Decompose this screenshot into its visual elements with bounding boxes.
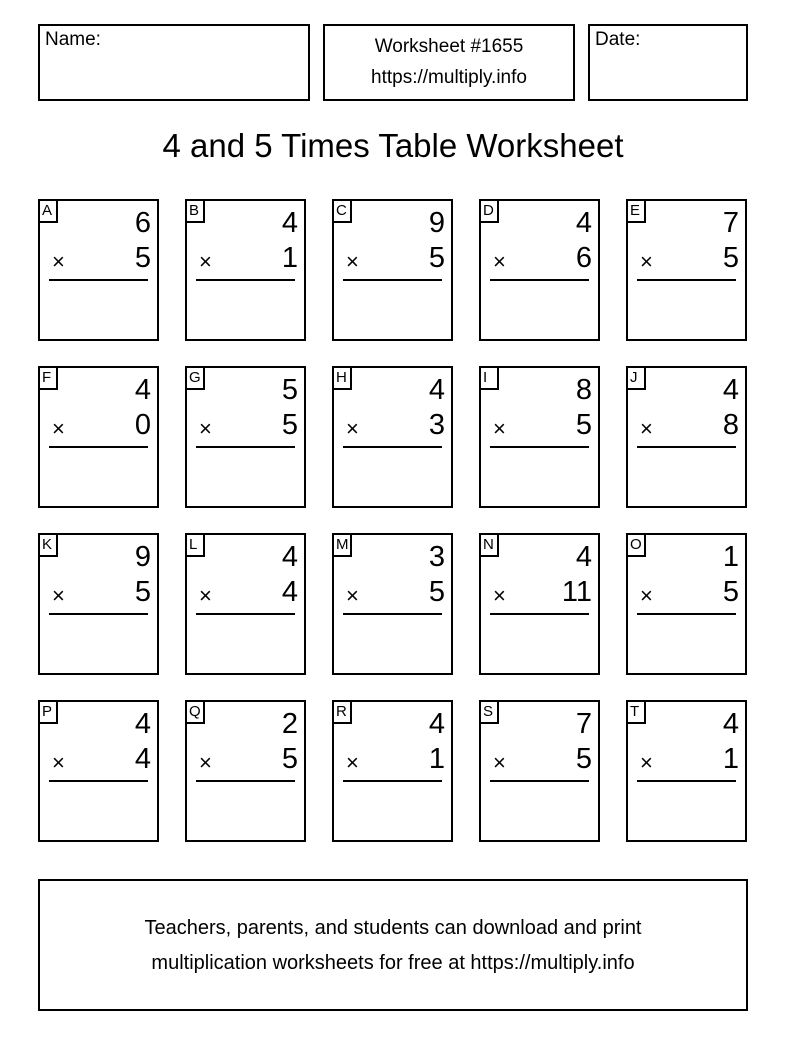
multiply-sign: × xyxy=(493,249,506,274)
multiplicand: 4 xyxy=(134,374,151,406)
multiplier: 5 xyxy=(428,242,445,274)
multiply-sign: × xyxy=(346,249,359,274)
multiplier: 5 xyxy=(722,576,739,608)
multiplicand: 4 xyxy=(575,207,592,239)
problem-label: J xyxy=(626,366,646,390)
problem-card[interactable] xyxy=(332,700,453,842)
problem-card[interactable] xyxy=(479,366,600,508)
answer-line xyxy=(196,279,295,281)
multiply-sign: × xyxy=(199,583,212,608)
multiply-sign: × xyxy=(640,750,653,775)
problem-label: O xyxy=(626,533,646,557)
multiplicand: 9 xyxy=(134,541,151,573)
problem-label: A xyxy=(38,199,58,223)
worksheet-number: Worksheet #1655 xyxy=(374,36,524,57)
multiplier: 8 xyxy=(722,409,739,441)
problem-card[interactable] xyxy=(185,533,306,675)
problem-card[interactable] xyxy=(626,366,747,508)
problem-card[interactable] xyxy=(479,533,600,675)
multiplicand: 3 xyxy=(428,541,445,573)
multiplicand: 1 xyxy=(722,541,739,573)
problem-grid xyxy=(38,199,748,843)
multiplicand: 4 xyxy=(134,708,151,740)
answer-line xyxy=(196,446,295,448)
answer-line xyxy=(343,446,442,448)
multiplicand: 7 xyxy=(722,207,739,239)
multiply-sign: × xyxy=(199,249,212,274)
date-label: Date: xyxy=(595,29,641,50)
problem-label: Q xyxy=(185,700,205,724)
problem-label: I xyxy=(479,366,499,390)
problem-card[interactable] xyxy=(332,366,453,508)
multiply-sign: × xyxy=(493,583,506,608)
problem-label: M xyxy=(332,533,352,557)
multiplicand: 4 xyxy=(281,541,298,573)
answer-line xyxy=(343,613,442,615)
multiplicand: 8 xyxy=(575,374,592,406)
problem-card[interactable] xyxy=(38,533,159,675)
name-label: Name: xyxy=(45,29,101,50)
problem-card[interactable] xyxy=(626,199,747,341)
problem-label: G xyxy=(185,366,205,390)
multiplier: 1 xyxy=(281,242,298,274)
multiplier: 5 xyxy=(575,743,592,775)
name-field-box[interactable] xyxy=(38,24,310,101)
multiplicand: 6 xyxy=(134,207,151,239)
answer-line xyxy=(637,446,736,448)
multiply-sign: × xyxy=(199,750,212,775)
answer-line xyxy=(49,613,148,615)
problem-card[interactable] xyxy=(626,533,747,675)
answer-line xyxy=(490,780,589,782)
multiply-sign: × xyxy=(640,249,653,274)
problem-label: H xyxy=(332,366,352,390)
worksheet-info-box xyxy=(323,24,575,101)
answer-line xyxy=(637,279,736,281)
problem-label: N xyxy=(479,533,499,557)
problem-card[interactable] xyxy=(479,700,600,842)
multiplicand: 4 xyxy=(722,374,739,406)
problem-card[interactable] xyxy=(332,199,453,341)
problem-card[interactable] xyxy=(38,700,159,842)
answer-line xyxy=(49,446,148,448)
multiplier: 11 xyxy=(561,576,592,608)
multiplier: 1 xyxy=(428,743,445,775)
multiply-sign: × xyxy=(346,416,359,441)
problem-label: C xyxy=(332,199,352,223)
multiply-sign: × xyxy=(52,249,65,274)
footer-line-1: Teachers, parents, and students can download and print xyxy=(144,917,642,939)
multiply-sign: × xyxy=(640,416,653,441)
problem-card[interactable] xyxy=(185,366,306,508)
problem-label: F xyxy=(38,366,58,390)
multiplier: 4 xyxy=(281,576,298,608)
answer-line xyxy=(490,279,589,281)
problem-card[interactable] xyxy=(185,700,306,842)
multiplicand: 4 xyxy=(575,541,592,573)
multiplicand: 9 xyxy=(428,207,445,239)
multiplier: 5 xyxy=(134,576,151,608)
answer-line xyxy=(637,613,736,615)
problem-card[interactable] xyxy=(479,199,600,341)
problem-label: B xyxy=(185,199,205,223)
multiplier: 5 xyxy=(134,242,151,274)
problem-label: D xyxy=(479,199,499,223)
multiplicand: 4 xyxy=(428,708,445,740)
problem-card[interactable] xyxy=(38,199,159,341)
multiplier: 5 xyxy=(722,242,739,274)
multiplier: 5 xyxy=(428,576,445,608)
problem-label: S xyxy=(479,700,499,724)
answer-line xyxy=(490,446,589,448)
answer-line xyxy=(637,780,736,782)
multiply-sign: × xyxy=(493,750,506,775)
multiply-sign: × xyxy=(199,416,212,441)
answer-line xyxy=(49,780,148,782)
multiply-sign: × xyxy=(52,416,65,441)
multiplicand: 4 xyxy=(281,207,298,239)
multiplier: 5 xyxy=(281,409,298,441)
multiplier: 0 xyxy=(134,409,151,441)
problem-label: T xyxy=(626,700,646,724)
page-title: 4 and 5 Times Table Worksheet xyxy=(162,127,624,164)
answer-line xyxy=(343,780,442,782)
problem-card[interactable] xyxy=(332,533,453,675)
answer-line xyxy=(196,613,295,615)
site-url: https://multiply.info xyxy=(371,67,527,88)
multiplier: 5 xyxy=(281,743,298,775)
multiplicand: 5 xyxy=(281,374,298,406)
multiply-sign: × xyxy=(52,750,65,775)
problem-card[interactable] xyxy=(626,700,747,842)
problem-label: E xyxy=(626,199,646,223)
multiplier: 4 xyxy=(134,743,151,775)
problem-label: R xyxy=(332,700,352,724)
answer-line xyxy=(196,780,295,782)
multiplier: 1 xyxy=(722,743,739,775)
multiplier: 3 xyxy=(428,409,445,441)
multiply-sign: × xyxy=(52,583,65,608)
multiplicand: 2 xyxy=(281,708,298,740)
date-field-box[interactable] xyxy=(588,24,748,101)
problem-label: K xyxy=(38,533,58,557)
multiplier: 5 xyxy=(575,409,592,441)
multiply-sign: × xyxy=(346,583,359,608)
problem-label: P xyxy=(38,700,58,724)
answer-line xyxy=(490,613,589,615)
multiply-sign: × xyxy=(640,583,653,608)
problem-label: L xyxy=(185,533,205,557)
answer-line xyxy=(49,279,148,281)
answer-line xyxy=(343,279,442,281)
multiplicand: 4 xyxy=(428,374,445,406)
multiplicand: 4 xyxy=(722,708,739,740)
footer-line-2: multiplication worksheets for free at https://multiply.info xyxy=(151,952,635,974)
multiply-sign: × xyxy=(346,750,359,775)
multiplier: 6 xyxy=(575,242,592,274)
problem-card[interactable] xyxy=(185,199,306,341)
problem-card[interactable] xyxy=(38,366,159,508)
footer-box xyxy=(38,879,748,1011)
multiplicand: 7 xyxy=(575,708,592,740)
multiply-sign: × xyxy=(493,416,506,441)
